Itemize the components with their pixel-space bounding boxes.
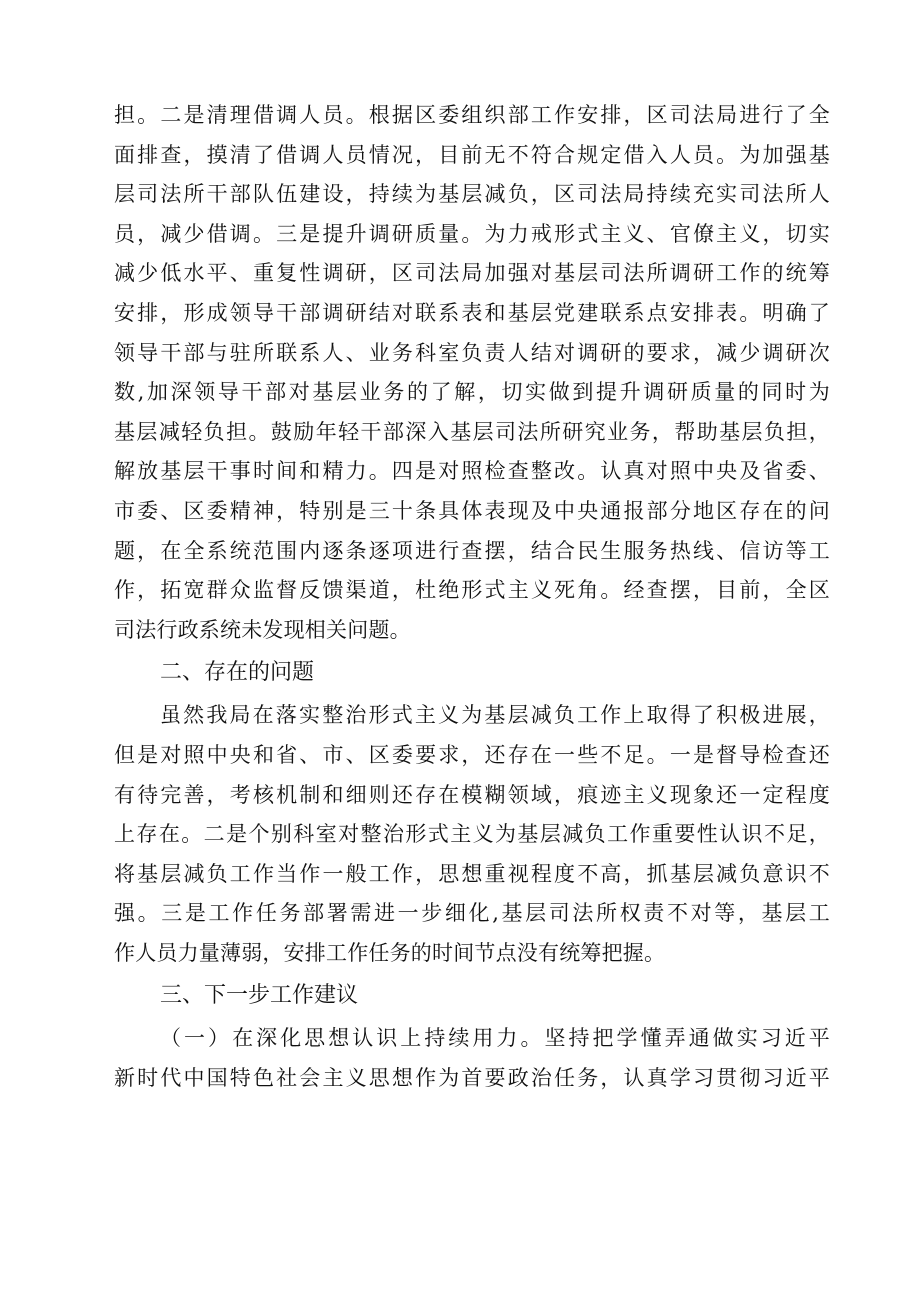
text-line: 强。三是工作任务部署需进一步细化,基层司法所权责不对等，基层工 xyxy=(114,901,830,926)
text-line: 员，减少借调。三是提升调研质量。为力戒形式主义、官僚主义，切实 xyxy=(114,221,830,246)
section-heading-next-steps: 三、下一步工作建议 xyxy=(160,983,359,1009)
paragraph-continuation xyxy=(114,96,830,650)
text-line: 作，拓宽群众监督反馈渠道，杜绝形式主义死角。经查摆，目前，全区 xyxy=(114,578,830,603)
text-line: 虽然我局在落实整治形式主义为基层减负工作上取得了积极进展， xyxy=(160,703,830,728)
text-line: 但是对照中央和省、市、区委要求，还存在一些不足。一是督导检查还 xyxy=(114,742,830,767)
section-heading-problems: 二、存在的问题 xyxy=(160,660,315,686)
text-line: 将基层减负工作当作一般工作，思想重视程度不高，抓基层减负意识不 xyxy=(114,861,830,886)
text-line: 领导干部与驻所联系人、业务科室负责人结对调研的要求，减少调研次 xyxy=(114,340,830,365)
text-line: 作人员力量薄弱，安排工作任务的时间节点没有统筹把握。 xyxy=(114,940,666,965)
text-line: 数,加深领导干部对基层业务的了解，切实做到提升调研质量的同时为 xyxy=(114,380,830,405)
text-line: 解放基层干事时间和精力。四是对照检查整改。认真对照中央及省委、 xyxy=(114,459,830,484)
text-line: 司法行政系统未发现相关问题。 xyxy=(114,617,411,642)
document-page xyxy=(114,96,830,1099)
text-line: 层司法所干部队伍建设，持续为基层减负，区司法局持续充实司法所人 xyxy=(114,182,830,207)
text-line: 面排查，摸清了借调人员情况，目前无不符合规定借入人员。为加强基 xyxy=(114,142,830,167)
text-line: 基层减轻负担。鼓励年轻干部深入基层司法所研究业务，帮助基层负担， xyxy=(114,419,830,444)
text-line: 新时代中国特色社会主义思想作为首要政治任务，认真学习贯彻习近平 xyxy=(114,1066,830,1091)
text-line: （一）在深化思想认识上持续用力。坚持把学懂弄通做实习近平 xyxy=(160,1026,830,1051)
text-line: 有待完善，考核机制和细则还存在模糊领域，痕迹主义现象还一定程度 xyxy=(114,782,830,807)
text-line: 题，在全系统范围内逐条逐项进行查摆，结合民生服务热线、信访等工 xyxy=(114,538,830,563)
paragraph-problems xyxy=(114,696,830,973)
text-line: 市委、区委精神，特别是三十条具体表现及中央通报部分地区存在的问 xyxy=(114,498,830,523)
text-line: 担。二是清理借调人员。根据区委组织部工作安排，区司法局进行了全 xyxy=(114,103,830,127)
text-line: 减少低水平、重复性调研，区司法局加强对基层司法所调研工作的统筹 xyxy=(114,261,830,286)
text-line: 安排，形成领导干部调研结对联系表和基层党建联系点安排表。明确了 xyxy=(114,300,830,325)
text-line: 上存在。二是个别科室对整治形式主义为基层减负工作重要性认识不足， xyxy=(114,822,830,847)
paragraph-next-steps xyxy=(114,1019,830,1098)
